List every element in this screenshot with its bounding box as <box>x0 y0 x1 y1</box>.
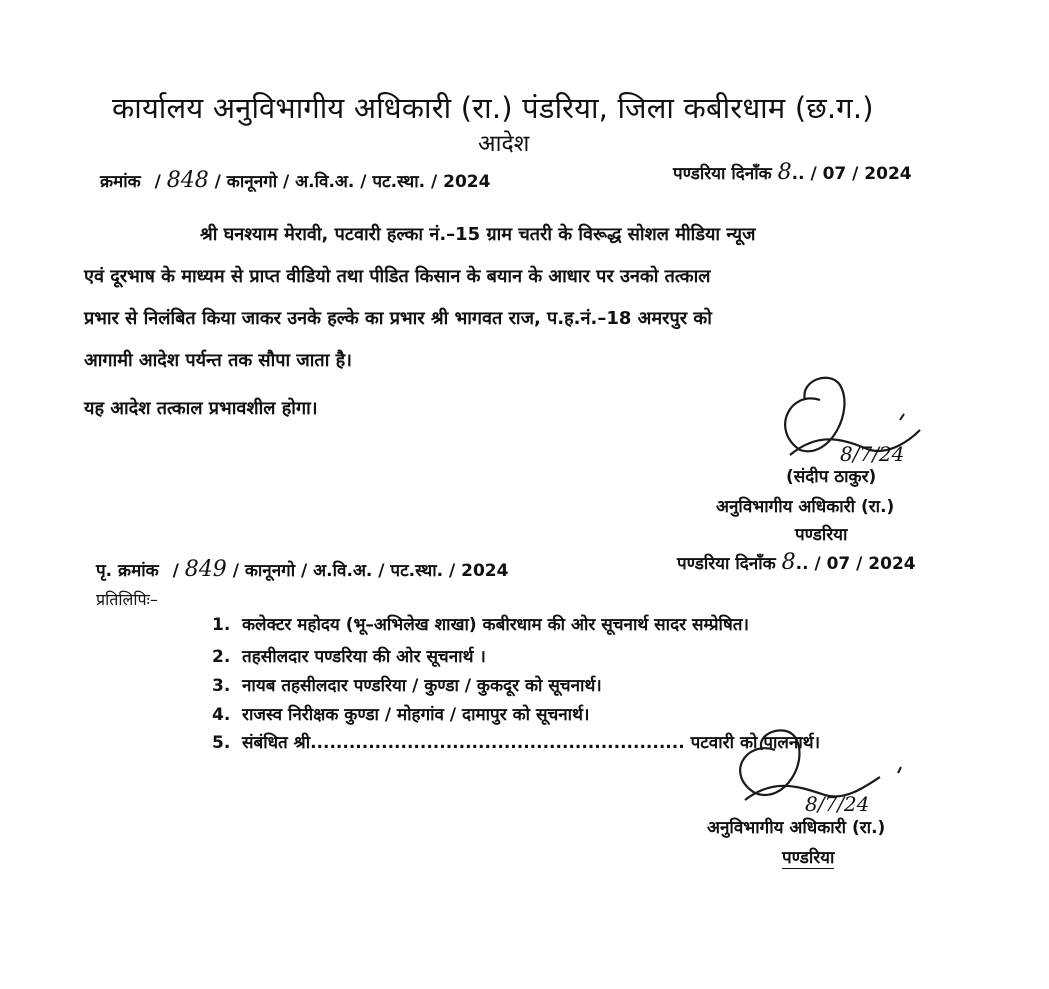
copy-item-num: 3. <box>212 676 231 696</box>
copy-date-line: पण्डरिया दिनाँक 8.. / 07 / 2024 <box>677 550 916 575</box>
body-line-3: प्रभार से निलंबित किया जाकर उनके हल्के का प्रभार श्री भागवत राज, प.ह.नं.–18 अमरपुर को <box>84 308 712 329</box>
body-line-5: यह आदेश तत्काल प्रभावशील होगा। <box>84 398 318 419</box>
copy-item-text: कलेक्टर महोदय (भू–अभिलेख शाखा) कबीरधाम की ओर सूचनार्थ सादर सम्प्रेषित। <box>242 615 749 635</box>
copy-item-text: संबंधित श्री.......................................................... पटवारी को पालनार्थ। <box>242 733 821 753</box>
signature-1-designation: अनुविभागीय अधिकारी (रा.) <box>716 497 895 517</box>
copy-number-suffix: / कानूनगो / अ.वि.अ. / पट.स्था. / 2024 <box>232 561 509 581</box>
copy-number-prefix: पृ. क्रमांक <box>96 561 159 581</box>
body-line-1: श्री घनश्याम मेरावी, पटवारी हल्का नं.–15 ग्राम चतरी के विरूद्ध सोशल मीडिया न्यूज <box>200 224 756 245</box>
signature-2-place: पण्डरिया <box>782 845 834 869</box>
copy-date-suffix: / 07 / 2024 <box>814 554 916 574</box>
signature-2-date: 8/7/24 <box>805 792 870 816</box>
copy-item-num: 1. <box>212 615 231 635</box>
copy-item-text: राजस्व निरीक्षक कुण्डा / मोहगांव / दामापुर को सूचनार्थ। <box>242 705 590 725</box>
order-date-day: 8 <box>777 160 792 185</box>
signature-1-date: 8/7/24 <box>840 442 905 466</box>
signature-2-designation: अनुविभागीय अधिकारी (रा.) <box>707 818 886 838</box>
copy-item-3 <box>212 673 602 696</box>
order-date-suffix: / 07 / 2024 <box>810 164 912 184</box>
copy-date-prefix: पण्डरिया दिनाँक <box>677 554 776 574</box>
order-date-prefix: पण्डरिया दिनाँक <box>673 164 772 184</box>
copy-item-num: 4. <box>212 705 231 725</box>
order-number-suffix: / कानूनगो / अ.वि.अ. / पट.स्था. / 2024 <box>214 172 491 192</box>
copy-item-num: 2. <box>212 647 231 667</box>
office-header: कार्यालय अनुविभागीय अधिकारी (रा.) पंडरिया, जिला कबीरधाम (छ.ग.) <box>112 91 874 125</box>
copy-item-text: तहसीलदार पण्डरिया की ओर सूचनार्थ । <box>242 647 486 667</box>
body-line-2: एवं दूरभाष के माध्यम से प्राप्त वीडियो तथा पीडित किसान के बयान के आधार पर उनको तत्काल <box>84 266 711 287</box>
copy-label: प्रतिलिपिः– <box>96 590 158 609</box>
signature-1-name: (संदीप ठाकुर) <box>786 467 877 487</box>
copy-item-1 <box>212 612 749 635</box>
order-number-line: क्रमांक / 848 / कानूनगो / अ.वि.अ. / पट.स्था. / 2024 <box>100 168 491 193</box>
copy-item-4 <box>212 702 589 725</box>
copy-number-handwritten: 849 <box>184 557 227 582</box>
copy-item-num: 5. <box>212 733 231 753</box>
signature-1-place: पण्डरिया <box>795 525 848 545</box>
copy-item-text: नायब तहसीलदार पण्डरिया / कुण्डा / कुकदूर को सूचनार्थ। <box>242 676 602 696</box>
document-type: आदेश <box>478 131 530 157</box>
order-number-prefix: क्रमांक <box>100 172 141 192</box>
order-date-line: पण्डरिया दिनाँक 8.. / 07 / 2024 <box>673 160 912 185</box>
body-line-4: आगामी आदेश पर्यन्त तक सौपा जाता है। <box>84 350 352 371</box>
copy-date-day: 8 <box>781 550 796 575</box>
order-number-handwritten: 848 <box>166 168 209 193</box>
copy-item-2 <box>212 644 486 667</box>
copy-number-line: पृ. क्रमांक / 849 / कानूनगो / अ.वि.अ. / पट.स्था. / 2024 <box>96 557 509 582</box>
